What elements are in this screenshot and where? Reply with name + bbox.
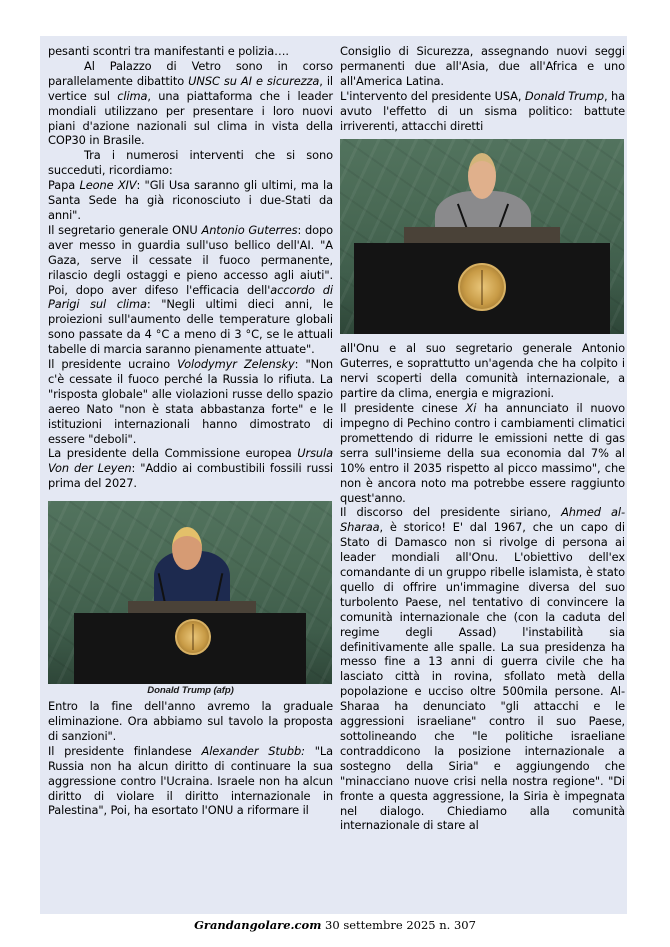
paragraph: Consiglio di Sicurezza, assegnando nuovi seggi permanenti due all'Asia, due all'Africa e uno all'America Latina. — [340, 44, 625, 88]
paragraph: pesanti scontri tra manifestanti e polizia…. — [48, 44, 289, 58]
site-name[interactable]: Grandangolare.com — [194, 918, 322, 932]
paragraph: Papa Leone XIV: "Gli Usa saranno gli ultimi, ma la Santa Sede ha già riconosciuto i due-Stati da anni". — [48, 178, 333, 222]
page-footer — [0, 918, 670, 932]
paragraph: La presidente della Commissione europea Ursula Von der Leyen: "Addio ai combustibili fossili russi prima del 2027. — [48, 446, 333, 491]
right-column — [340, 44, 625, 833]
issue-info: 30 settembre 2025 n. 307 — [321, 918, 476, 932]
meloni-photo — [340, 139, 624, 334]
paragraph: Il presidente finlandese Alexander Stubb: "La Russia non ha alcun diritto di continuare la sua aggressione contro l'Ucraina. Israele non ha alcun diritto di violare il diritto internazionale in Palestina", Poi, ha esortato l'ONU a riformare il — [48, 743, 333, 818]
un-emblem — [175, 619, 211, 655]
paragraph: L'intervento del presidente USA, Donald Trump, ha avuto l'effetto di un sisma politico: battute irriverenti, attacchi diretti — [340, 88, 626, 133]
paragraph: all'Onu e al suo segretario generale Antonio Guterres, e soprattutto un'agenda che ha colpito i nervi scoperti della comunità internazionale, a partire da clima, energia e migrazioni. — [340, 341, 625, 401]
paragraph: Entro la fine dell'anno avremo la graduale eliminazione. Ora abbiamo sul tavolo la proposta di sanzioni". — [48, 699, 333, 743]
paragraph: Tra i numerosi interventi che si sono succeduti, ricordiamo: — [48, 148, 333, 178]
paragraph: Il segretario generale ONU Antonio Guterres: dopo aver messo in guardia sull'uso bellico dell'AI. "A Gaza, serve il cessate il fuoco permanente, rilascio degli ostaggi e pieno accesso agli aiuti". Poi, dopo aver difeso l'efficacia dell'accordo di Parigi sul clima: "Negli ultimi dieci anni, le proiezioni sull'aumento delle temperature globali sono passate da 4 °C a meno di 3 °C, se le attuali tabelle di marcia saranno pienamente attuate". — [48, 222, 334, 357]
paragraph: Al Palazzo di Vetro sono in corso parallelamente dibattito UNSC su AI e sicurezza, il vertice sul clima, una piattaforma che i leader mondiali utilizzano per presentare i loro nuovi piani d'azione nazionali sul clima in vista della COP30 in Brasile. — [48, 58, 333, 148]
speaker-head — [172, 527, 202, 570]
photo-caption: Donald Trump (afp) — [147, 685, 234, 697]
left-column — [48, 44, 333, 818]
trump-photo — [48, 501, 332, 684]
paragraph: Il discorso del presidente siriano, Ahmed al-Sharaa, è storico! E' dal 1967, che un capo di Stato di Damasco non si rivolge di persona ai leader mondiali all'Onu. L'obiettivo dell'ex comandante di un gruppo ribelle islamista, è stato quello di offrire un'immagine diversa del suo turbolento Paese, nel tentativo di convincere la comunità internazionale che (con la caduta del regime degli Assad) l'instabilità sia definitivamente alle spalle. La sua presidenza ha messo fine a 13 anni di guerra civile che ha lasciato città in rovina, sfollato metà della popolazione e ucciso oltre 500mila persone. Al-Sharaa ha denunciato "gli attacchi e le aggressioni israeliane" contro il suo Paese, sottolineando che "le politiche israeliane contraddicono la posizione internazionale a sostegno della Siria" e aggiungendo che "minacciano nuove crisi nella nostra regione". "Di fronte a questa aggressione, la Siria è impegnata nel dialogo. Chiediamo alla comunità internazionale di stare al — [340, 505, 625, 833]
paragraph: Il presidente ucraino Volodymyr Zelensky: "Non c'è cessate il fuoco perché la Russia lo rifiuta. La "risposta globale" alle violazioni russe dello spazio aereo Nato "non è stata abbastanza forte" e le istituzioni internazionali hanno dimostrato di essere "deboli". — [48, 357, 334, 446]
paragraph: Il presidente cinese Xi ha annunciato il nuovo impegno di Pechino contro i cambiamenti climatici promettendo di ridurre le emissioni nette di gas serra sull'insieme della sua economia dal 7% al 10% entro il 2035 rispetto al picco massimo", che non è ancora noto ma potrebbe essere raggiunto quest'anno. — [340, 401, 625, 505]
